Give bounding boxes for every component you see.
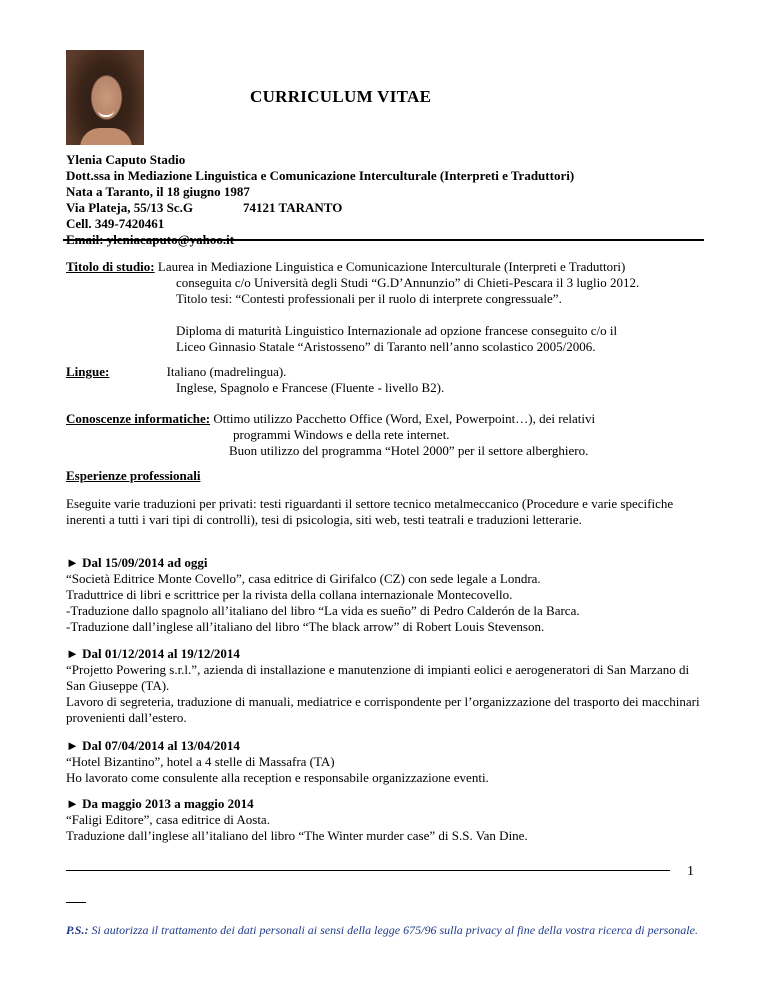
footer-short-divider (66, 902, 86, 903)
job-period: ► Dal 07/04/2014 al 13/04/2014 (66, 738, 240, 753)
header-divider (63, 239, 704, 241)
studies-line-4: Diploma di maturità Linguistico Internazionale ad opzione francese conseguito c/o il (176, 323, 618, 338)
computer-skills-label: Conoscenze informatiche: (66, 411, 211, 426)
computer-line-1: Ottimo utilizzo Pacchetto Office (Word, Exel, Powerpoint…), dei relativi (210, 411, 596, 426)
job-4 (66, 796, 706, 844)
page-number: 1 (687, 864, 694, 879)
street-address: Via Plateja, 55/13 Sc.G (66, 200, 193, 215)
document-title: CURRICULUM VITAE (250, 87, 432, 106)
experience-heading-text: Esperienze professionali (66, 468, 201, 483)
languages-line-1: Italiano (madrelingua). (163, 364, 287, 379)
address-line (66, 200, 574, 216)
job-line: Ho lavorato come consulente alla reception e responsabile organizzazione eventi. (66, 770, 489, 785)
experience-intro: Eseguite varie traduzioni per privati: testi riguardanti il settore tecnico metalmeccanico (Procedure e varie specifiche inerenti a tutti i vari tipi di controlli), tesi di psicologia, siti web, testi teatrali e traduzioni letterarie. (66, 496, 674, 527)
languages-section (66, 364, 444, 396)
job-line: -Traduzione dallo spagnolo all’italiano del libro “La vida es sueño” di Pedro Calderón de la Barca. (66, 603, 580, 618)
ps-text: Si autorizza il trattamento dei dati personali ai sensi della legge 675/96 sulla privacy al fine della vostra ricerca di personale. (88, 923, 698, 937)
computer-line-2: programmi Windows e della rete internet. (233, 427, 450, 442)
ps-label: P.S.: (66, 923, 89, 937)
job-line: “Projetto Powering s.r.l.”, azienda di installazione e manutenzione di impianti eolici e aerogeneratori di San Marzano di San Giuseppe (TA). (66, 662, 690, 693)
languages-label: Lingue: (66, 364, 110, 379)
photo-shoulders (80, 128, 132, 145)
job-line: “Società Editrice Monte Covello”, casa editrice di Girifalco (CZ) con sede legale a Londra. (66, 571, 541, 586)
job-1 (66, 555, 706, 635)
phone-line: Cell. 349-7420461 (66, 216, 165, 231)
email-line[interactable]: Email: yleniacaputo@yahoo.it (66, 232, 235, 247)
job-period: ► Dal 15/09/2014 ad oggi (66, 555, 208, 570)
computer-line-3: Buon utilizzo del programma “Hotel 2000” per il settore alberghiero. (229, 443, 589, 458)
job-line: Traduzione dall’inglese all’italiano del libro “The Winter murder case” di S.S. Van Dine. (66, 828, 528, 843)
studies-label: Titolo di studio: (66, 259, 155, 274)
photo-smile (98, 110, 114, 117)
full-name: Ylenia Caputo Stadio (66, 152, 186, 167)
experience-heading (66, 468, 200, 484)
studies-line-1: Laurea in Mediazione Linguistica e Comunicazione Interculturale (Interpreti e Traduttori) (154, 259, 626, 274)
studies-line-2: conseguita c/o Università degli Studi “G.D’Annunzio” di Chieti-Pescara il 3 luglio 2012. (176, 275, 640, 290)
personal-info (66, 152, 574, 248)
job-line: Lavoro di segreteria, traduzione di manuali, mediatrice e corrispondente per l’organizzazione del trasporto dei macchinari provenienti dall’estero. (66, 694, 700, 725)
job-period: ► Da maggio 2013 a maggio 2014 (66, 796, 254, 811)
job-3 (66, 738, 706, 786)
studies-section (66, 259, 639, 355)
studies-line-3: Titolo tesi: “Contesti professionali per il ruolo di interprete congressuale”. (176, 291, 562, 306)
job-line: “Faligi Editore”, casa editrice di Aosta. (66, 812, 270, 827)
degree-line: Dott.ssa in Mediazione Linguistica e Comunicazione Interculturale (Interpreti e Traduttori) (66, 168, 575, 183)
footer-divider (66, 870, 670, 871)
computer-skills-section (66, 411, 595, 459)
job-2 (66, 646, 706, 726)
job-line: Traduttrice di libri e scrittrice per la rivista della collana internazionale Montecovello. (66, 587, 513, 602)
privacy-note (66, 921, 706, 940)
job-line: “Hotel Bizantino”, hotel a 4 stelle di Massafra (TA) (66, 754, 335, 769)
studies-line-5: Liceo Ginnasio Statale “Aristosseno” di Taranto nell’anno scolastico 2005/2006. (176, 339, 596, 354)
birth-line: Nata a Taranto, il 18 giugno 1987 (66, 184, 250, 199)
profile-photo (66, 50, 144, 145)
job-period: ► Dal 01/12/2014 al 19/12/2014 (66, 646, 240, 661)
cap-city: 74121 TARANTO (242, 200, 343, 215)
job-line: -Traduzione dall’inglese all’italiano del libro “The black arrow” di Robert Louis Stevenson. (66, 619, 545, 634)
languages-line-2: Inglese, Spagnolo e Francese (Fluente - livello B2). (176, 380, 445, 395)
